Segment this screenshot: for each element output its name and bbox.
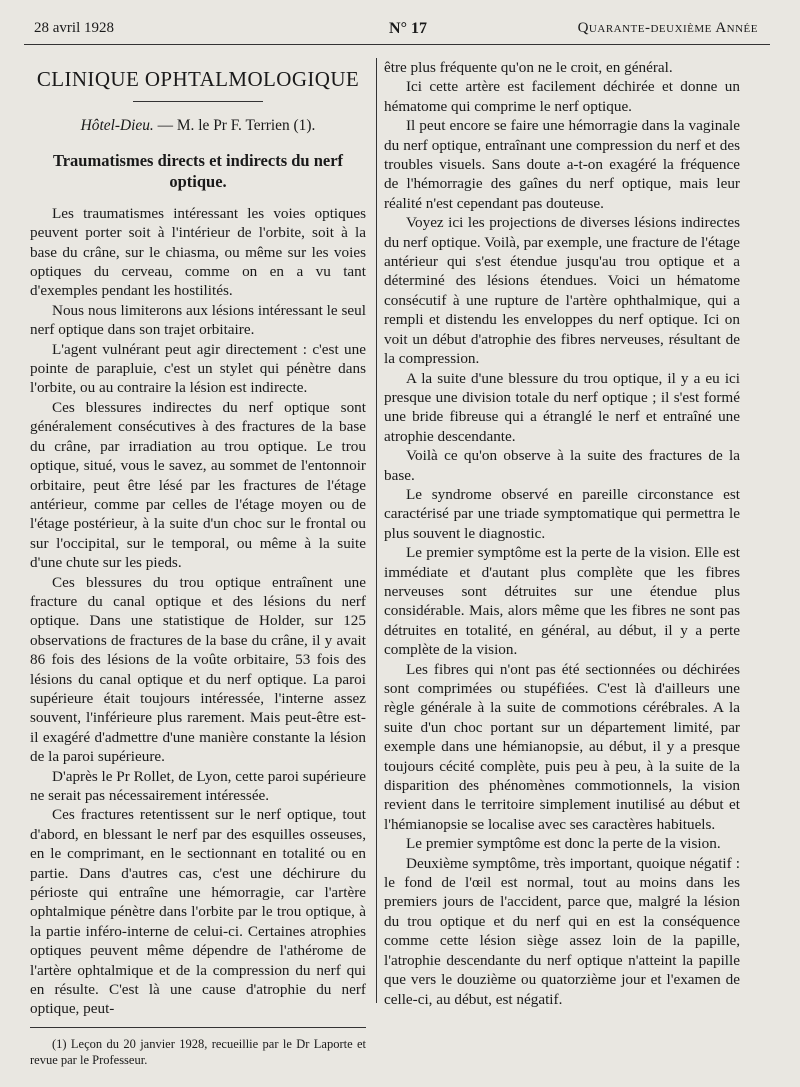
attribution-place: Hôtel-Dieu. — [80, 117, 154, 135]
right-column — [384, 58, 740, 1009]
paragraph: Ici cette artère est facilement déchirée et donne un hématome qui comprime le nerf optique. — [384, 78, 740, 115]
footnote-text: (1) Leçon du 20 janvier 1928, recueillie par le Dr Laporte et revue par le Professeur. — [30, 1036, 366, 1067]
paragraph: Les traumatismes intéressant les voies optiques peuvent porter soit à l'intérieur de l'orbite, soit à la base du crâne, sur le chiasma, ou même sur les voies optiques du cerveau, comme on en a vu tant d'exemples pendant les hostilités. — [30, 204, 366, 300]
paragraph: Voilà ce qu'on observe à la suite des fractures de la base. — [384, 447, 740, 484]
header-issue-number: N° 17 — [389, 20, 427, 37]
footnote — [30, 1036, 366, 1068]
paragraph: Nous nous limiterons aux lésions intéressant le seul nerf optique dans son trajet orbitaire. — [30, 301, 366, 339]
footnote-rule — [30, 1027, 366, 1028]
attribution — [30, 116, 366, 135]
paragraph: Ces fractures retentissent sur le nerf optique, tout d'abord, en blessant le nerf par des esquilles osseuses, en le comprimant, en le sectionnant en totalité ou en partie. Dans d'autres cas, c'est une déchirure du périoste qui entraîne une hémorragie, car l'artère ophtalmique pénètre dans l'orbite par le trou optique, à la partie inféro-interne de celui-ci. Certaines atrophies optiques peuvent même dépendre de l'athérome de l'artère ophtalmique et de la compression du nerf qui en résulte. C'est là une cause d'atrophie du nerf optique, peut- — [30, 806, 366, 1018]
paragraph: Ces blessures du trou optique entraînent une fracture du canal optique et des lésions du nerf optique. Dans une statistique de Holder, sur 125 observations de fractures de la base du crâne, il y avait 86 fois des lésions de la voûte orbitaire, 53 fois des lésions du canal optique et du nerf optique. La paroi supérieure était toujours intéressée, l'interne assez souvent, l'inférieure plus rarement. Mais peut-être est-il exagéré d'admettre d'une manière constante la lésion de la paroi supérieure. — [30, 573, 366, 766]
paragraph: Ces blessures indirectes du nerf optique sont généralement consécutives à des fractures de la base du crâne, par irradiation au trou optique. Le trou optique, situé, vous le savez, au sommet de l'entonnoir orbitaire, peut être lésé par les fractures de l'étage antérieur, comme par celles de l'étage moyen ou de l'étage postérieur, à la suite d'un choc sur le frontal ou sur l'occipital, sur le temporal, ou même à la suite d'une chute sur les pieds. — [30, 398, 366, 572]
header-year: Quarante-deuxième Année — [577, 20, 758, 36]
paragraph: Le premier symptôme est donc la perte de la vision. — [406, 835, 721, 853]
page-header — [34, 20, 758, 42]
section-title-rule — [133, 101, 263, 102]
paragraph: être plus fréquente qu'on ne le croit, en général. — [384, 59, 673, 76]
paragraph: Le syndrome observé en pareille circonstance est caractérisé par une triade symptomatique qui permettra le plus souvent le diagnostic. — [384, 485, 740, 542]
article-title: Traumatismes directs et indirects du nerf optique. — [52, 150, 344, 191]
paragraph: L'agent vulnérant peut agir directement : c'est une pointe de parapluie, c'est un stylet qui pénètre dans l'orbite, ou au contraire la lésion est indirecte. — [30, 340, 366, 397]
column-divider — [376, 58, 377, 1003]
section-title: CLINIQUE OPHTALMOLOGIQUE — [36, 67, 360, 91]
paragraph: Le premier symptôme est la perte de la vision. Elle est immédiate et d'autant plus complète que les fibres nerveuses sont détruites sur une étendue plus considérable. Mais, alors même que les fibres ne sont pas détruites en totalité, en général, au début, il y a perte complète de la vision. — [384, 544, 740, 659]
paragraph: Deuxième symptôme, très important, quoique négatif : le fond de l'œil est normal, tout au moins dans les premiers jours de l'accident, parce que, malgré la lésion du trou optique et du nerf qui en est la conséquence comme cette lésion siège assez loin de la papille, l'atrophie descendante du nerf optique n'atteint la papille que vers le douzième ou quatorzième jour et l'examen de celle-ci, au début, est négatif. — [384, 854, 740, 1008]
paragraph: Il peut encore se faire une hémorragie dans la vaginale du nerf optique, entraînant une compression du nerf et des troubles visuels. Sans doute a-t-on exagéré la fréquence de l'hémorragie des gaînes du nerf optique, mais leur réalité n'est cependant pas douteuse. — [384, 117, 740, 212]
left-column — [30, 64, 366, 1068]
header-rule — [24, 44, 770, 45]
paragraph: A la suite d'une blessure du trou optique, il y a eu ici presque une division totale du nerf optique ; il s'est formé une bride fibreuse qui a étranglé le nerf et entraîné une atrophie descendante. — [384, 369, 740, 445]
header-date: 28 avril 1928 — [34, 20, 114, 36]
paragraph: D'après le Pr Rollet, de Lyon, cette paroi supérieure ne serait pas nécessairement intéressée. — [30, 767, 366, 804]
paragraph: Les fibres qui n'ont pas été sectionnées ou déchirées sont comprimées ou stupéfiées. C'est là d'ailleurs une règle générale à la suite de commotions cérébrales. A la suite d'un choc portant sur un département limité, par exemple dans une hémianopsie, au début, il y a presque toujours cécité complète, puis peu à peu, à la suite de la disparition des phénomènes commotionnels, la vision revient dans le territoire simplement inutilisé au début et l'hémianopsie se localise avec ses caractères habituels. — [384, 660, 740, 833]
attribution-author: — M. le Pr F. Terrien (1). — [157, 117, 316, 135]
paragraph: Voyez ici les projections de diverses lésions indirectes du nerf optique. Voilà, par exemple, une fracture de l'étage antérieur qui s'est étendue jusqu'au trou optique et a déterminé des lésions étendues. Voici un hématome consécutif à une rupture de l'artère ophthalmique, qui a rempli et distendu les enveloppes du nerf optique. Ici on voit un début d'atrophie des fibres nerveuses, résultant de la compression. — [384, 214, 740, 368]
